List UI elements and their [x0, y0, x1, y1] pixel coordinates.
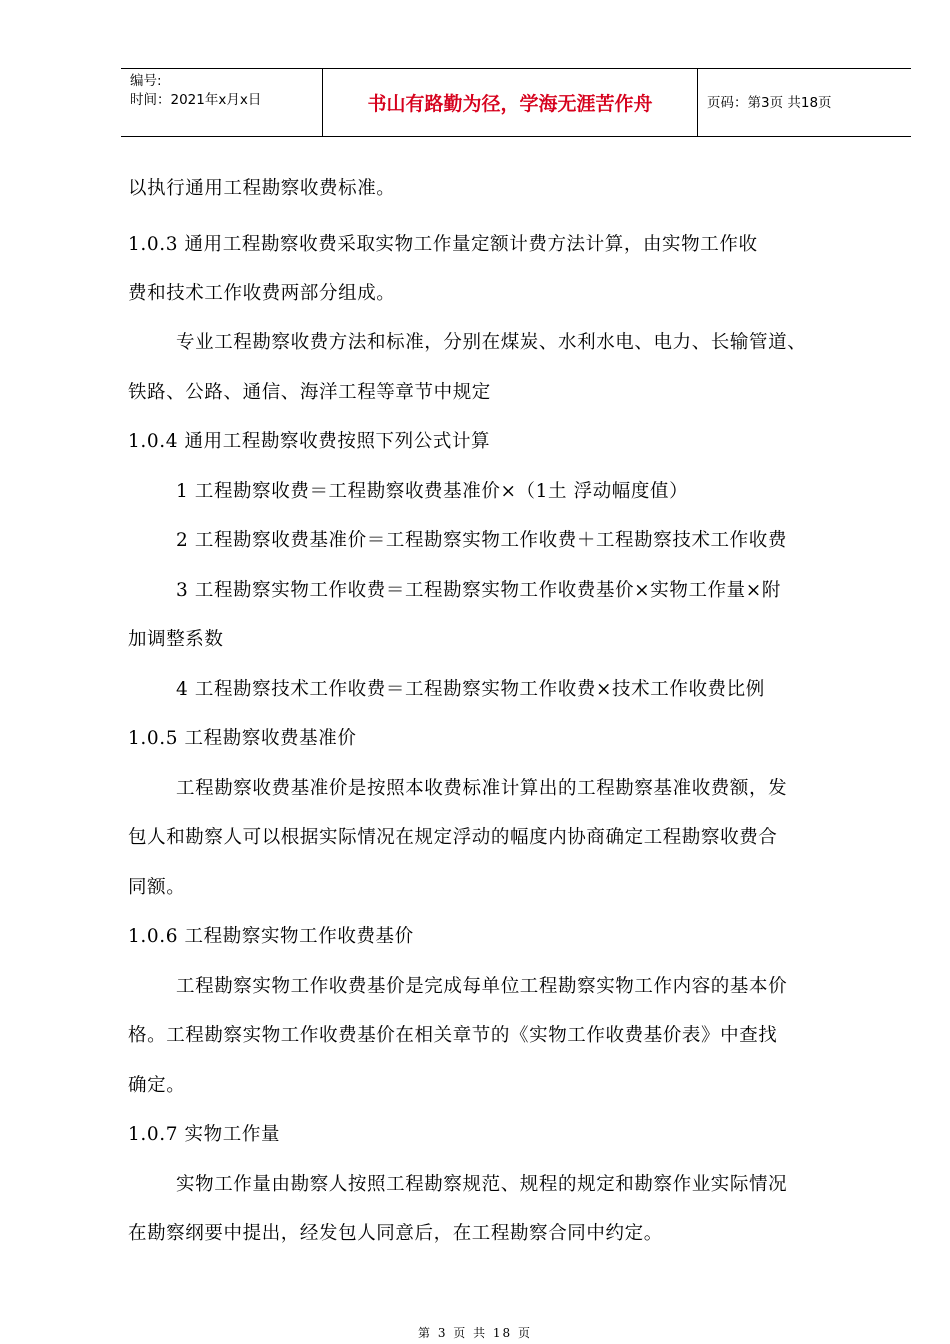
formula-item-1: 1 工程勘察收费＝工程勘察收费基准价×（1土 浮动幅度值） [176, 481, 689, 502]
formula-item-2: 2 工程勘察收费基准价＝工程勘察实物工作收费＋工程勘察技术工作收费 [176, 530, 787, 551]
text-line: 铁路、公路、通信、海洋工程等章节中规定 [128, 382, 491, 403]
page-footer: 第 3 页 共 18 页 [418, 1326, 532, 1340]
paragraph-line: 工程勘察收费基准价是按照本收费标准计算出的工程勘察基准收费额，发 [176, 778, 788, 799]
section-1-0-3: 1.0.3 通用工程勘察收费采取实物工作量定额计费方法计算，由实物工作收 [128, 234, 758, 255]
formula-item-4: 4 工程勘察技术工作收费＝工程勘察实物工作收费×技术工作收费比例 [176, 679, 765, 700]
paragraph-line: 工程勘察实物工作收费基价是完成每单位工程勘察实物工作内容的基本价 [176, 976, 788, 997]
header-meta [121, 69, 322, 136]
header-page-ref: 页码：第3页 共18页 [707, 95, 832, 111]
text-line: 格。工程勘察实物工作收费基价在相关章节的《实物工作收费基价表》中查找 [128, 1025, 778, 1046]
text-line: 费和技术工作收费两部分组成。 [128, 283, 396, 304]
formula-item-3: 3 工程勘察实物工作收费＝工程勘察实物工作收费基价×实物工作量×附 [176, 580, 781, 601]
header-motto: 书山有路勤为径，学海无涯苦作舟 [367, 93, 653, 115]
section-1-0-5: 1.0.5 工程勘察收费基准价 [128, 728, 357, 749]
paragraph-line: 实物工作量由勘察人按照工程勘察规范、规程的规定和勘察作业实际情况 [176, 1174, 788, 1195]
text-line: 在勘察纲要中提出，经发包人同意后，在工程勘察合同中约定。 [128, 1223, 663, 1244]
section-1-0-6: 1.0.6 工程勘察实物工作收费基价 [128, 926, 414, 947]
text-line: 确定。 [128, 1075, 186, 1096]
text-line: 同额。 [128, 877, 186, 898]
section-1-0-4: 1.0.4 通用工程勘察收费按照下列公式计算 [128, 431, 491, 452]
section-1-0-7: 1.0.7 实物工作量 [128, 1124, 281, 1145]
document-code-label: 编号: [130, 73, 162, 89]
header-page-cell [697, 69, 911, 136]
page-header [121, 68, 911, 137]
text-line: 加调整系数 [128, 629, 224, 650]
text-line: 以执行通用工程勘察收费标准。 [128, 178, 396, 199]
document-time: 时间：2021年x月x日 [130, 92, 262, 108]
text-line: 包人和勘察人可以根据实际情况在规定浮动的幅度内协商确定工程勘察收费合 [128, 827, 778, 848]
paragraph-line: 专业工程勘察收费方法和标准，分别在煤炭、水利水电、电力、长输管道、 [176, 332, 807, 353]
header-motto-cell [322, 69, 698, 136]
